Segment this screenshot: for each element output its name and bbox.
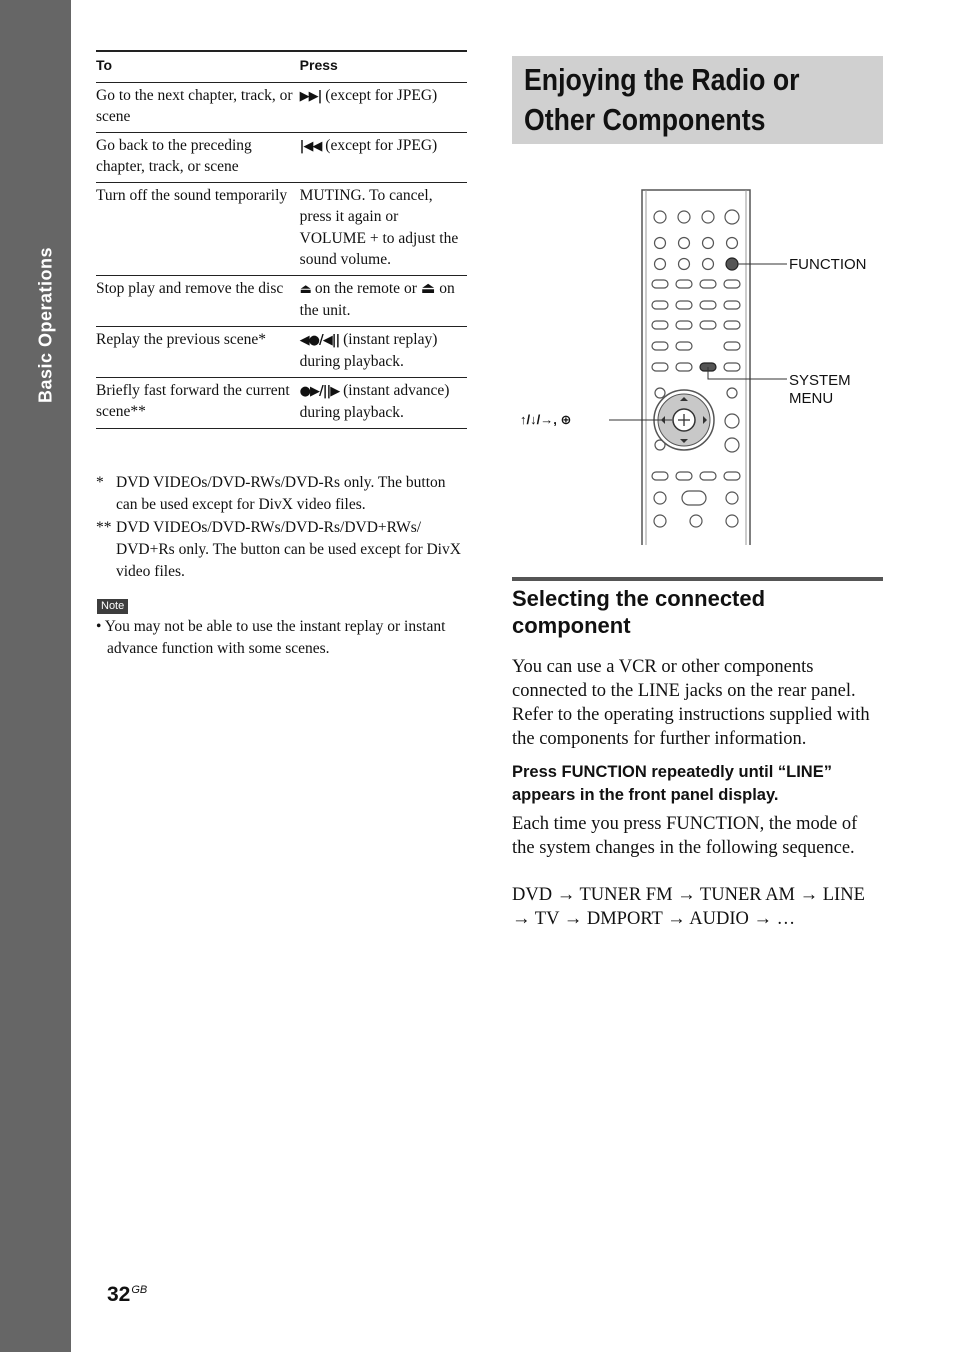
table-header-row	[96, 51, 467, 82]
section-title-box	[512, 56, 883, 144]
instant-advance-icon: ●▶/||▶	[299, 383, 340, 399]
row-press: ◀●/◀|| (instant replay) during playback.	[300, 326, 467, 377]
row-to: Briefly fast forward the current scene**	[96, 377, 300, 428]
next-button-icon: ▶▶|	[299, 88, 322, 104]
table-row	[96, 182, 467, 275]
row-to: Go to the next chapter, track, or scene	[96, 82, 300, 132]
footnote-mark: **	[96, 519, 112, 536]
table-row	[96, 82, 467, 132]
table-row	[96, 132, 467, 182]
row-press: |◀◀ (except for JPEG)	[300, 132, 467, 182]
row-press: ●▶/||▶ (instant advance) during playback.	[300, 377, 467, 428]
section-rule	[512, 577, 883, 581]
table-row	[96, 326, 467, 377]
arrows-label: ↑/↓/→, ⊕	[520, 412, 572, 427]
footnote-text: DVD VIDEOs/DVD-RWs/DVD-Rs/DVD+RWs/ DVD+Rs only. The button can be used except for DivX video files.	[116, 519, 461, 580]
sequence-paragraph: DVD → TUNER FM → TUNER AM → LINE → TV → DMPORT → AUDIO → …	[512, 885, 865, 929]
note-badge: Note	[97, 599, 128, 614]
table-row	[96, 377, 467, 428]
subsection-title: Selecting the connected component	[512, 586, 766, 638]
row-to: Replay the previous scene*	[96, 326, 300, 377]
row-press: MUTING. To cancel, press it again or VOLUME + to adjust the sound volume.	[300, 182, 467, 275]
instruction-step: Press FUNCTION repeatedly until “LINE” appears in the front panel display.	[512, 763, 832, 804]
sidebar-label: Basic Operations	[35, 246, 56, 404]
footnote	[96, 472, 467, 516]
note-text: • You may not be able to use the instant replay or instant advance function with some scenes.	[96, 618, 446, 657]
system-label: SYSTEM	[789, 372, 851, 389]
section-title: Enjoying the Radio or Other Components	[524, 62, 800, 137]
footnote-mark: *	[96, 474, 104, 491]
header-press: Press	[300, 51, 467, 82]
row-press: ⏏ on the remote or ⏏ on the unit.	[300, 275, 467, 326]
footnotes	[96, 472, 467, 584]
table-row	[96, 275, 467, 326]
menu-label: MENU	[789, 390, 834, 407]
remote-illustration	[512, 185, 883, 545]
instant-replay-icon: ◀●/◀||	[299, 332, 340, 348]
footnote	[96, 517, 467, 583]
previous-button-icon: |◀◀	[299, 138, 322, 154]
eject-icon: ⏏	[299, 281, 311, 297]
page-suffix: GB	[131, 1284, 148, 1296]
footnote-text: DVD VIDEOs/DVD-RWs/DVD-Rs only. The button can be used except for DivX video files.	[116, 474, 446, 513]
row-to: Go back to the preceding chapter, track, or scene	[96, 132, 300, 182]
row-press: ▶▶| (except for JPEG)	[300, 82, 467, 132]
operations-table	[96, 50, 467, 429]
function-label: FUNCTION	[789, 256, 867, 273]
row-to: Stop play and remove the disc	[96, 275, 300, 326]
page-number: $32^{GB}$	[107, 1283, 148, 1306]
function-button	[726, 258, 738, 270]
intro-paragraph: You can use a VCR or other components connected to the LINE jacks on the rear panel. Refer to the operating instructions supplied with the components for further information.	[512, 657, 870, 749]
header-to: To	[96, 51, 300, 82]
row-to: Turn off the sound temporarily	[96, 182, 300, 275]
sidebar-tab	[0, 0, 71, 1352]
explanation-paragraph: Each time you press FUNCTION, the mode of the system changes in the following sequence.	[512, 814, 858, 858]
